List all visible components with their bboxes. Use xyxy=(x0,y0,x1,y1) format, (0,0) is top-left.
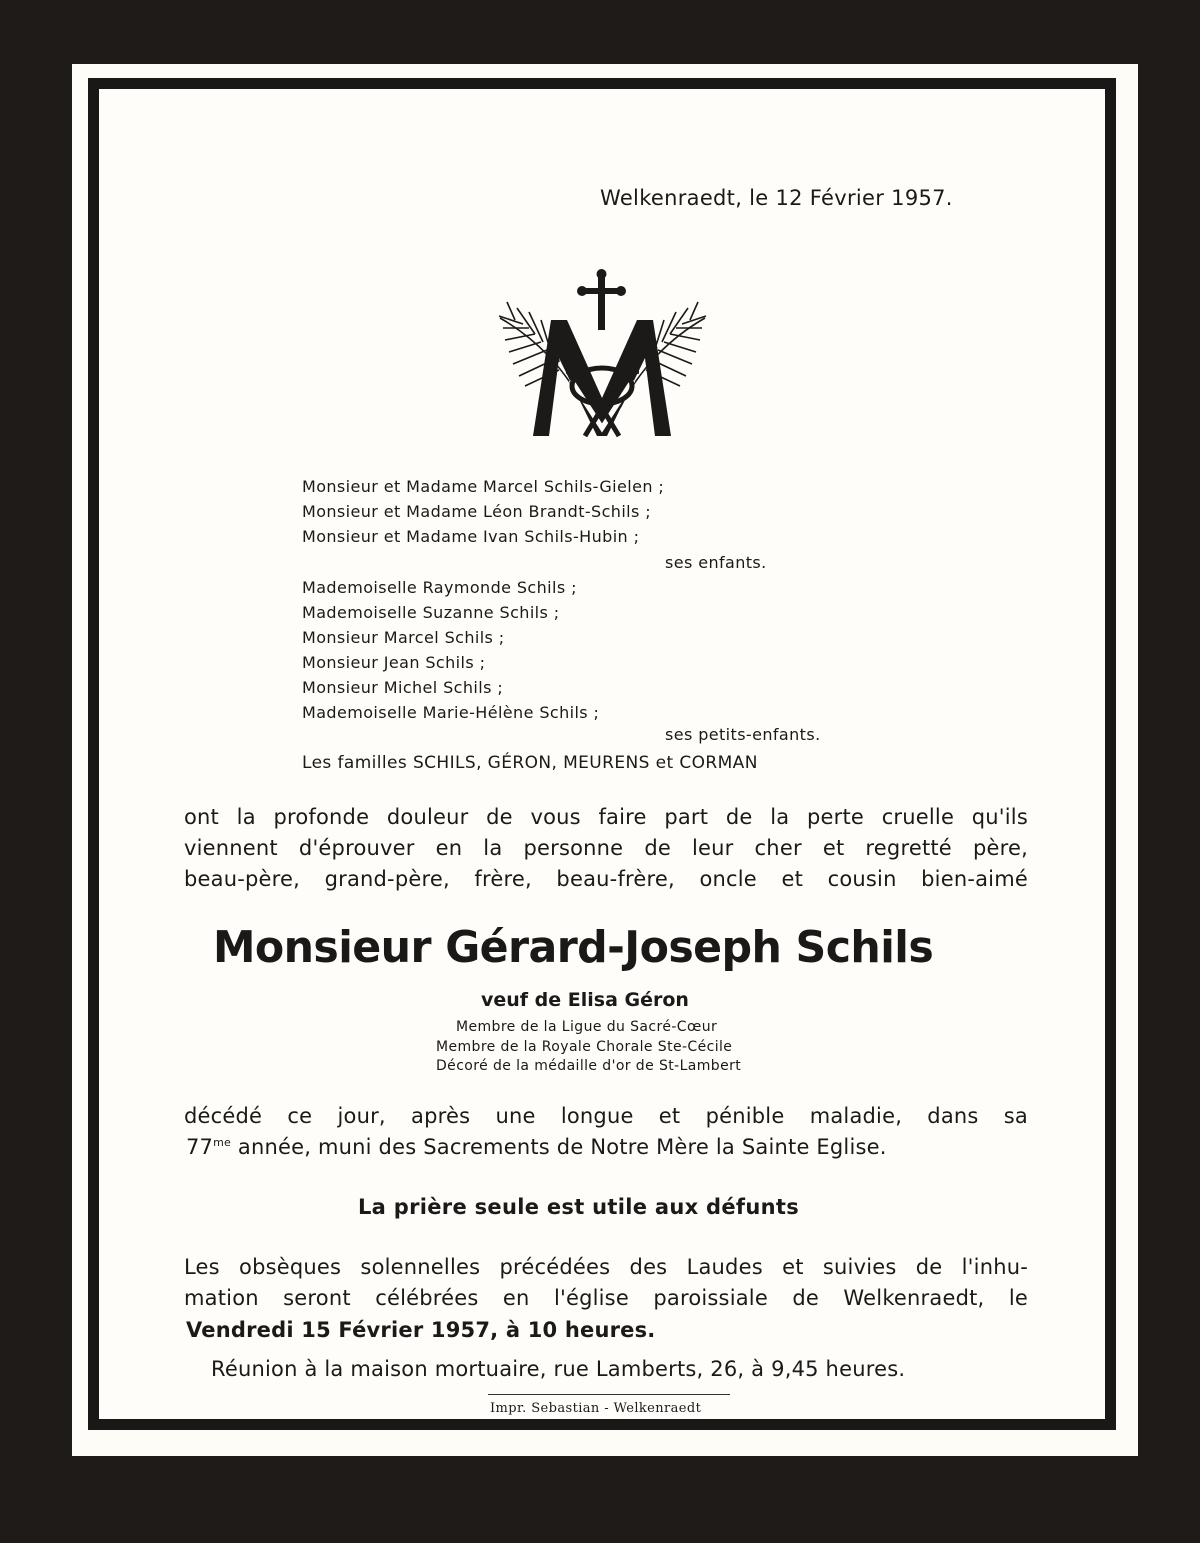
family-line: Monsieur Marcel Schils ; xyxy=(302,628,505,647)
family-line: Monsieur et Madame Ivan Schils-Hubin ; xyxy=(302,527,640,546)
meeting-line: Réunion à la maison mortuaire, rue Lamberts, 26, à 9,45 heures. xyxy=(211,1357,906,1381)
death-line-rest: année, muni des Sacrements de Notre Mère la Sainte Eglise. xyxy=(231,1135,887,1159)
children-label: ses enfants. xyxy=(665,553,767,572)
deceased-name: Monsieur Gérard-Joseph Schils xyxy=(213,922,934,973)
age-suffix: me xyxy=(213,1136,232,1149)
family-line: Monsieur Michel Schils ; xyxy=(302,678,504,697)
announcement-line: viennent d'éprouver en la personne de leur cher et regretté père, xyxy=(184,836,1028,860)
family-line: Monsieur et Madame Léon Brandt-Schils ; xyxy=(302,502,652,521)
printer-credit: Impr. Sebastian - Welkenraedt xyxy=(490,1401,702,1416)
marian-monogram-icon xyxy=(495,268,710,440)
membership-line: Décoré de la médaille d'or de St-Lambert xyxy=(436,1058,742,1074)
grandchildren-label: ses petits-enfants. xyxy=(665,725,821,744)
family-line: Mademoiselle Marie-Hélène Schils ; xyxy=(302,703,600,722)
membership-line: Membre de la Ligue du Sacré-Cœur xyxy=(456,1019,718,1035)
announcement-line: beau-père, grand-père, frère, beau-frère, oncle et cousin bien-aimé xyxy=(184,867,1028,891)
death-line: décédé ce jour, après une longue et pénible maladie, dans sa xyxy=(184,1104,1028,1128)
age-number: 77 xyxy=(186,1135,214,1159)
announcement-line: ont la profonde douleur de vous faire part de la perte cruelle qu'ils xyxy=(184,805,1028,829)
families-line: Les familles SCHILS, GÉRON, MEURENS et CORMAN xyxy=(302,753,758,773)
funeral-line: mation seront célébrées en l'église paroissiale de Welkenraedt, le xyxy=(184,1286,1028,1310)
funeral-date: Vendredi 15 Février 1957, à 10 heures. xyxy=(186,1318,656,1342)
place-date: Welkenraedt, le 12 Février 1957. xyxy=(600,186,953,210)
prayer-heading: La prière seule est utile aux défunts xyxy=(358,1195,800,1219)
funeral-line: Les obsèques solennelles précédées des Laudes et suivies de l'inhu- xyxy=(184,1255,1028,1279)
family-line: Monsieur et Madame Marcel Schils-Gielen ; xyxy=(302,477,665,496)
divider xyxy=(488,1394,730,1395)
family-line: Monsieur Jean Schils ; xyxy=(302,653,486,672)
family-line: Mademoiselle Suzanne Schils ; xyxy=(302,603,560,622)
widower-line: veuf de Elisa Géron xyxy=(481,989,689,1011)
membership-line: Membre de la Royale Chorale Ste-Cécile xyxy=(436,1039,733,1055)
family-line: Mademoiselle Raymonde Schils ; xyxy=(302,578,577,597)
death-line-2 xyxy=(186,1135,887,1159)
